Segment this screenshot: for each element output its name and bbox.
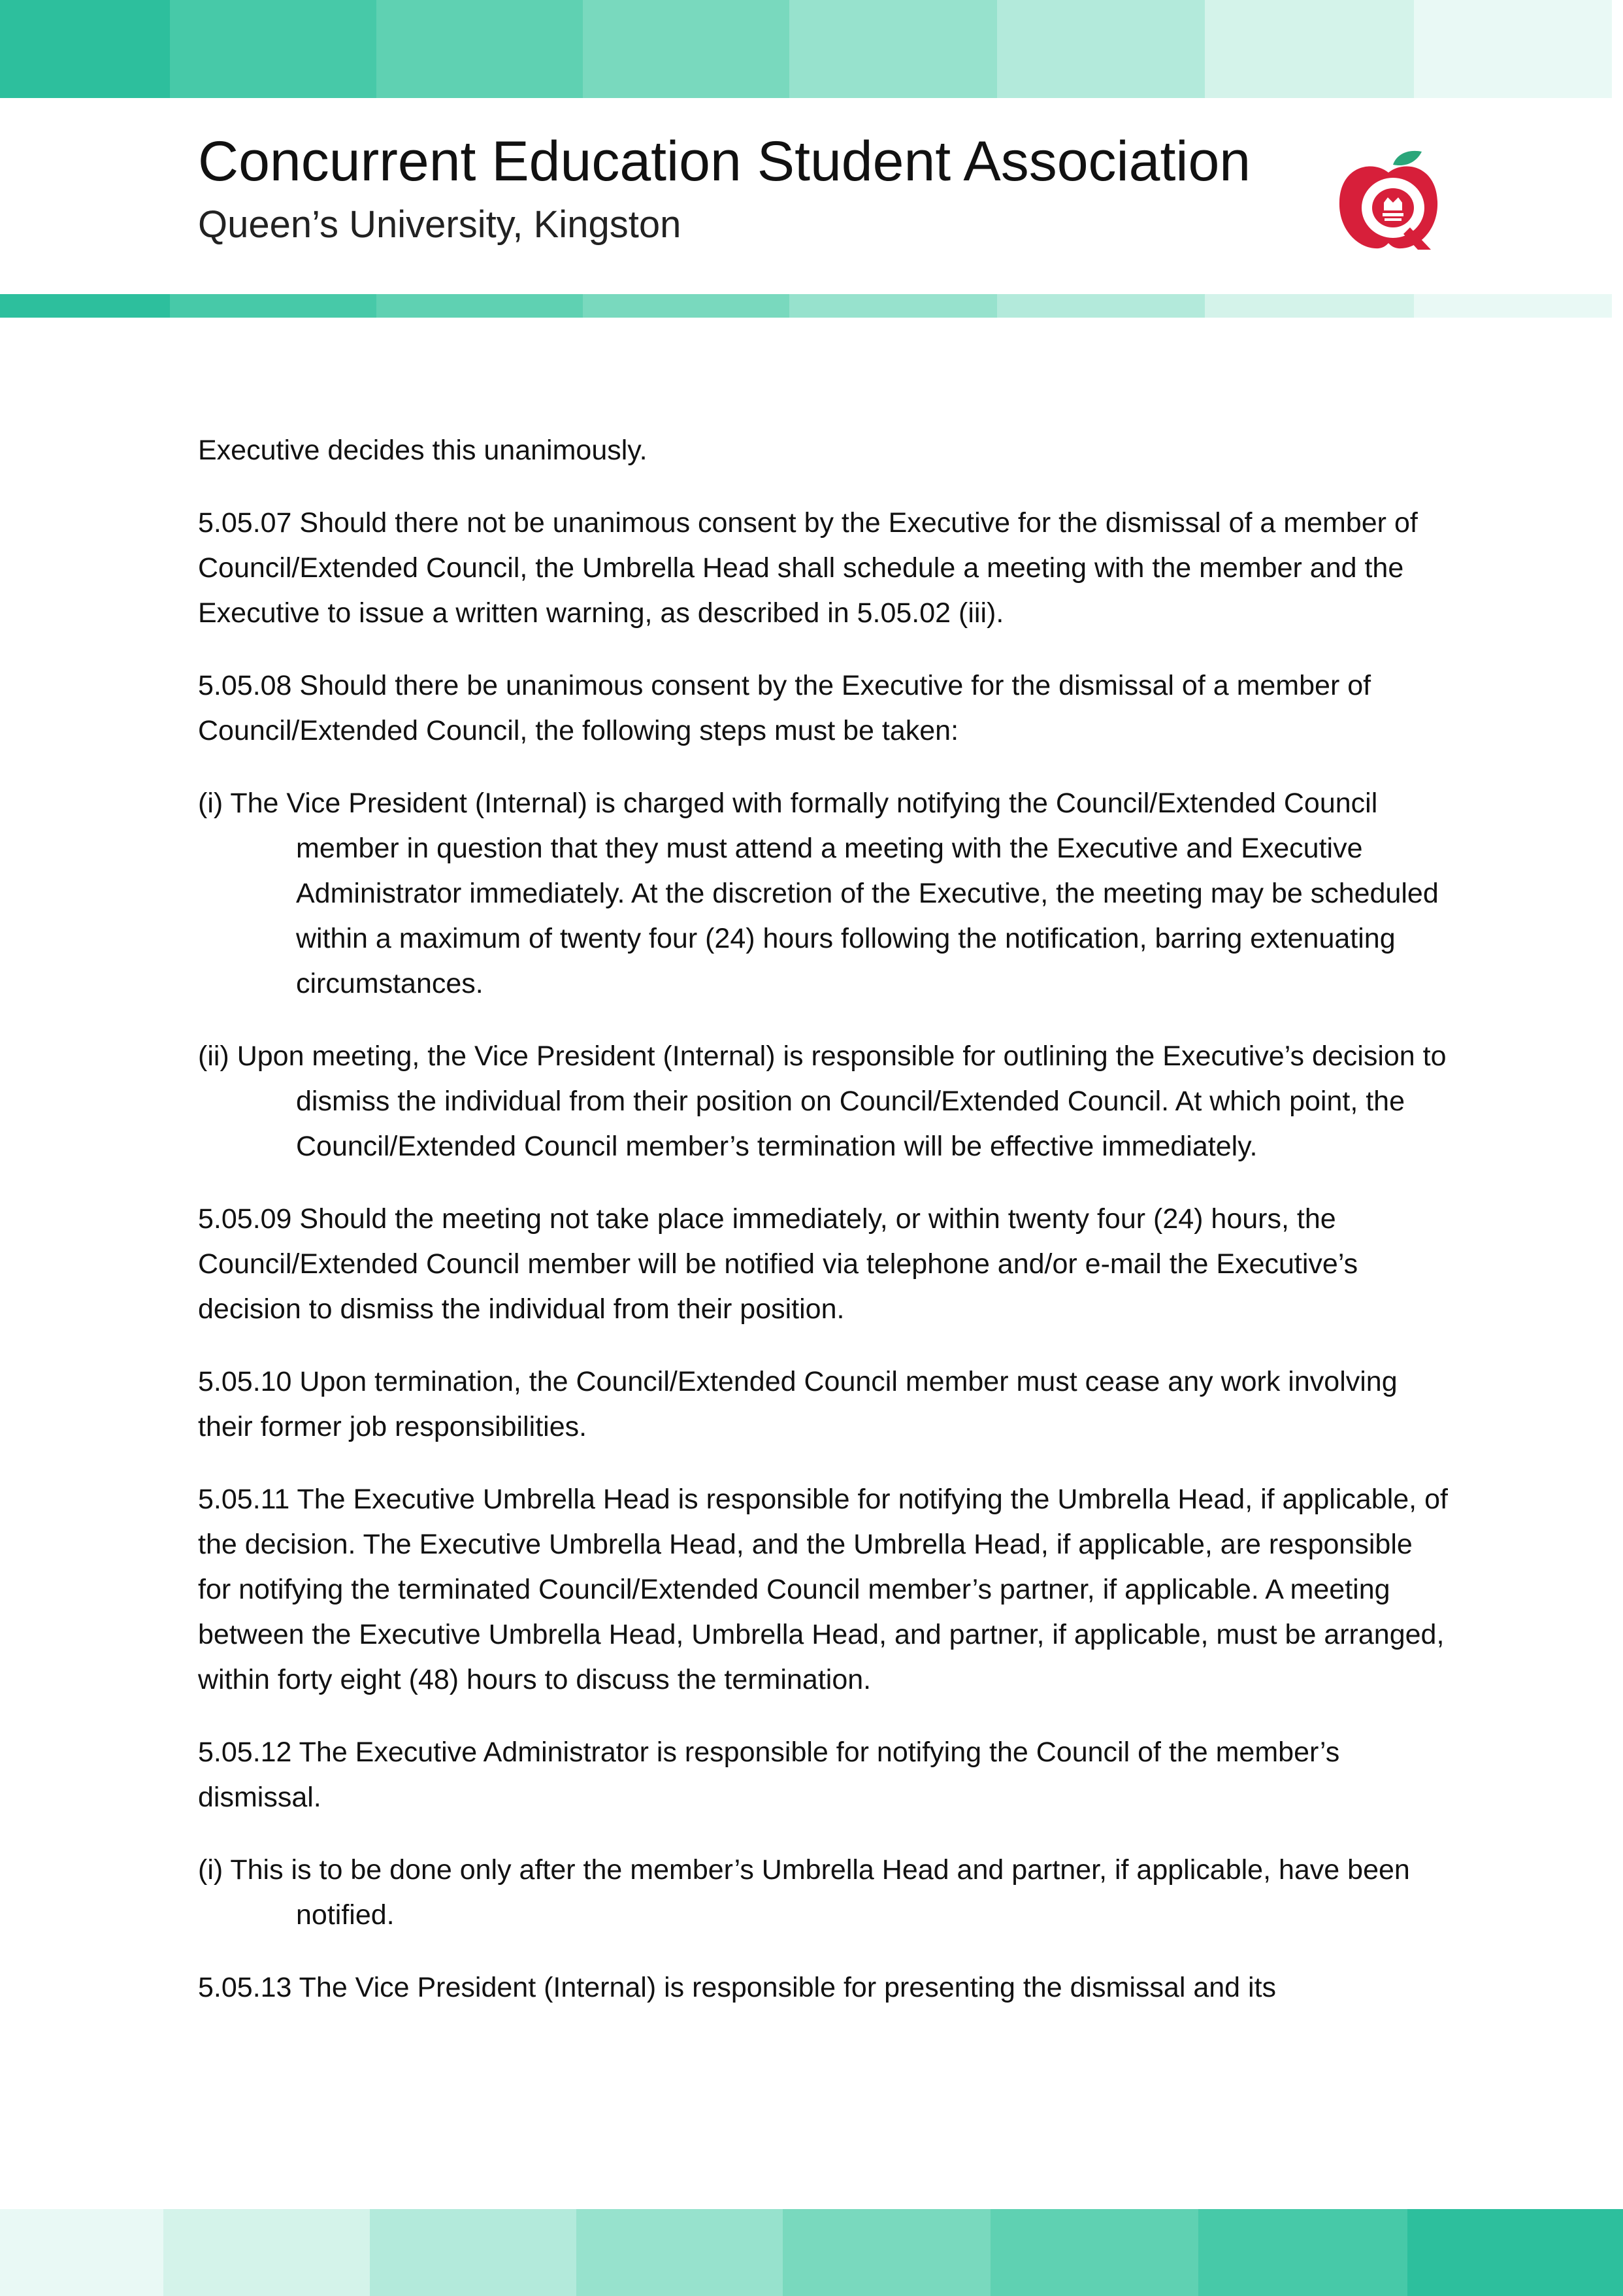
document-body <box>198 428 1452 2038</box>
sub-paragraph: (i) The Vice President (Internal) is charged with formally notifying the Council/Extended Council member in question that they must attend a meeting with the Executive and Executive Administrator immediately. At the discretion of the Executive, the meeting may be scheduled within a maximum of twenty four (24) hours following the notification, barring extenuating circumstances. <box>198 788 1439 999</box>
footer-color-band <box>0 2209 1623 2296</box>
organization-subtitle: Queen’s University, Kingston <box>198 203 681 246</box>
band-segment <box>170 0 376 98</box>
band-segment <box>789 294 997 318</box>
band-segment <box>1198 2209 1407 2296</box>
paragraph: 5.05.10 Upon termination, the Council/Extended Council member must cease any work involving their former job responsibilities. <box>198 1366 1398 1442</box>
paragraph: 5.05.08 Should there be unanimous consent by the Executive for the dismissal of a member of Council/Extended Council, the following steps must be taken: <box>198 670 1371 746</box>
band-segment <box>583 0 789 98</box>
sub-paragraph: (i) This is to be done only after the member’s Umbrella Head and partner, if applicable, have been notified. <box>198 1854 1410 1931</box>
band-segment <box>997 0 1205 98</box>
band-segment <box>991 2209 1198 2296</box>
band-segment <box>0 294 170 318</box>
paragraph: 5.05.12 The Executive Administrator is responsible for notifying the Council of the member’s dismissal. <box>198 1737 1340 1813</box>
band-segment <box>1205 0 1414 98</box>
band-segment <box>370 2209 576 2296</box>
band-segment <box>376 0 583 98</box>
paragraph: 5.05.07 Should there not be unanimous consent by the Executive for the dismissal of a member of Council/Extended Council, the Umbrella Head shall schedule a meeting with the member and the Executive to issue a written warning, as described in 5.05.02 (iii). <box>198 507 1418 629</box>
band-segment <box>1205 294 1414 318</box>
organization-title: Concurrent Education Student Association <box>198 130 1251 193</box>
band-segment <box>583 294 789 318</box>
band-segment <box>1407 2209 1623 2296</box>
band-segment <box>0 0 170 98</box>
header-color-band-top <box>0 0 1612 98</box>
band-segment <box>1414 0 1612 98</box>
header-color-band-bottom <box>0 294 1612 318</box>
band-segment <box>170 294 376 318</box>
band-segment <box>1414 294 1612 318</box>
paragraph: 5.05.09 Should the meeting not take place immediately, or within twenty four (24) hours, the Council/Extended Council member will be notified via telephone and/or e-mail the Executive’s decision to dismiss the individual from their position. <box>198 1203 1358 1325</box>
band-segment <box>576 2209 783 2296</box>
sub-paragraph: (ii) Upon meeting, the Vice President (Internal) is responsible for outlining the Executive’s decision to dismiss the individual from their position on Council/Extended Council. At which point, the Council/Extended Council member’s termination will be effective immediately. <box>198 1040 1447 1162</box>
document-header <box>198 129 1251 247</box>
band-segment <box>163 2209 370 2296</box>
paragraph: Executive decides this unanimously. <box>198 435 648 466</box>
apple-crown-logo-icon <box>1333 145 1444 256</box>
paragraph: 5.05.11 The Executive Umbrella Head is responsible for notifying the Umbrella Head, if applicable, of the decision. The Executive Umbrella Head, and the Umbrella Head, if applicable, are responsible for notifying the terminated Council/Extended Council member’s partner, if applicable. A meeting between the Executive Umbrella Head, Umbrella Head, and partner, if applicable, must be arranged, within forty eight (48) hours to discuss the termination. <box>198 1484 1448 1695</box>
band-segment <box>0 2209 163 2296</box>
band-segment <box>789 0 997 98</box>
band-segment <box>783 2209 991 2296</box>
band-segment <box>997 294 1205 318</box>
paragraph: 5.05.13 The Vice President (Internal) is responsible for presenting the dismissal and its <box>198 1972 1277 2003</box>
band-segment <box>376 294 583 318</box>
